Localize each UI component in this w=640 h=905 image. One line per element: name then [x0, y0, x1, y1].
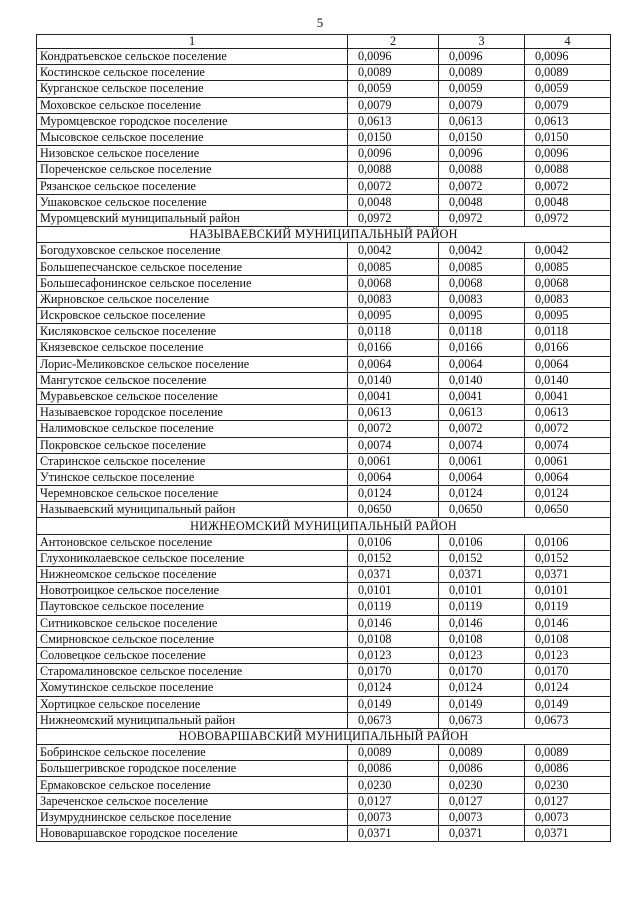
table-row — [37, 534, 611, 550]
settlement-name: Моховское сельское поселение — [37, 97, 348, 113]
value-col-3: 0,0613 — [439, 113, 525, 129]
value-col-2: 0,0650 — [348, 502, 439, 518]
settlement-name: Богодуховское сельское поселение — [37, 243, 348, 259]
value-col-2: 0,0064 — [348, 469, 439, 485]
value-col-4: 0,0166 — [525, 340, 611, 356]
value-col-4: 0,0152 — [525, 550, 611, 566]
value-col-3: 0,0048 — [439, 194, 525, 210]
settlement-name: Жирновское сельское поселение — [37, 291, 348, 307]
value-col-4: 0,0119 — [525, 599, 611, 615]
value-col-4: 0,0074 — [525, 437, 611, 453]
table-row — [37, 809, 611, 825]
settlement-name: Большесафонинское сельское поселение — [37, 275, 348, 291]
value-col-3: 0,0166 — [439, 340, 525, 356]
settlement-name: Кондратьевское сельское поселение — [37, 49, 348, 65]
settlement-name: Ситниковское сельское поселение — [37, 615, 348, 631]
table-row — [37, 486, 611, 502]
settlement-name: Черемновское сельское поселение — [37, 486, 348, 502]
value-col-3: 0,0124 — [439, 486, 525, 502]
table-row — [37, 437, 611, 453]
section-title: НАЗЫВАЕВСКИЙ МУНИЦИПАЛЬНЫЙ РАЙОН — [37, 227, 611, 243]
value-col-3: 0,0086 — [439, 761, 525, 777]
value-col-4: 0,0170 — [525, 664, 611, 680]
value-col-3: 0,0127 — [439, 793, 525, 809]
value-col-3: 0,0149 — [439, 696, 525, 712]
section-row — [37, 518, 611, 534]
header-col-1: 1 — [37, 35, 348, 49]
value-col-4: 0,0073 — [525, 809, 611, 825]
value-col-4: 0,0371 — [525, 826, 611, 842]
value-col-4: 0,0101 — [525, 583, 611, 599]
value-col-2: 0,0150 — [348, 129, 439, 145]
settlement-name: Муромцевское городское поселение — [37, 113, 348, 129]
value-col-2: 0,0095 — [348, 308, 439, 324]
value-col-2: 0,0149 — [348, 696, 439, 712]
value-col-4: 0,0150 — [525, 129, 611, 145]
settlement-name: Ермаковское сельское поселение — [37, 777, 348, 793]
settlement-name: Антоновское сельское поселение — [37, 534, 348, 550]
settlement-name: Утинское сельское поселение — [37, 469, 348, 485]
value-col-4: 0,0079 — [525, 97, 611, 113]
settlement-name: Князевское сельское поселение — [37, 340, 348, 356]
table-row — [37, 567, 611, 583]
value-col-4: 0,0146 — [525, 615, 611, 631]
table-row — [37, 275, 611, 291]
settlement-name: Нижнеомское сельское поселение — [37, 567, 348, 583]
table-row — [37, 65, 611, 81]
table-row — [37, 599, 611, 615]
settlement-name: Курганское сельское поселение — [37, 81, 348, 97]
value-col-4: 0,0096 — [525, 146, 611, 162]
value-col-3: 0,0089 — [439, 65, 525, 81]
settlement-name: Смирновское сельское поселение — [37, 631, 348, 647]
table-row — [37, 372, 611, 388]
settlement-name: Большегривское городское поселение — [37, 761, 348, 777]
value-col-2: 0,0108 — [348, 631, 439, 647]
value-col-2: 0,0079 — [348, 97, 439, 113]
table-row — [37, 308, 611, 324]
value-col-4: 0,0088 — [525, 162, 611, 178]
table-row — [37, 777, 611, 793]
value-col-2: 0,0072 — [348, 421, 439, 437]
value-col-2: 0,0371 — [348, 567, 439, 583]
value-col-4: 0,0089 — [525, 745, 611, 761]
value-col-3: 0,0673 — [439, 712, 525, 728]
settlement-name: Костинское сельское поселение — [37, 65, 348, 81]
value-col-4: 0,0108 — [525, 631, 611, 647]
value-col-4: 0,0095 — [525, 308, 611, 324]
value-col-2: 0,0064 — [348, 356, 439, 372]
value-col-2: 0,0140 — [348, 372, 439, 388]
value-col-2: 0,0089 — [348, 65, 439, 81]
value-col-3: 0,0972 — [439, 210, 525, 226]
value-col-4: 0,0068 — [525, 275, 611, 291]
value-col-2: 0,0086 — [348, 761, 439, 777]
settlement-name: Называевское городское поселение — [37, 405, 348, 421]
value-col-2: 0,0230 — [348, 777, 439, 793]
header-col-4: 4 — [525, 35, 611, 49]
value-col-3: 0,0152 — [439, 550, 525, 566]
table-row — [37, 647, 611, 663]
value-col-2: 0,0118 — [348, 324, 439, 340]
table-row — [37, 405, 611, 421]
value-col-2: 0,0088 — [348, 162, 439, 178]
table-row — [37, 664, 611, 680]
data-table — [36, 34, 611, 842]
settlement-name: Паутовское сельское поселение — [37, 599, 348, 615]
table-row — [37, 146, 611, 162]
table-row — [37, 259, 611, 275]
value-col-4: 0,0118 — [525, 324, 611, 340]
value-col-3: 0,0371 — [439, 567, 525, 583]
value-col-3: 0,0170 — [439, 664, 525, 680]
value-col-3: 0,0088 — [439, 162, 525, 178]
table-row — [37, 583, 611, 599]
value-col-3: 0,0068 — [439, 275, 525, 291]
value-col-3: 0,0064 — [439, 356, 525, 372]
value-col-3: 0,0108 — [439, 631, 525, 647]
value-col-2: 0,0072 — [348, 178, 439, 194]
value-col-3: 0,0371 — [439, 826, 525, 842]
settlement-name: Ушаковское сельское поселение — [37, 194, 348, 210]
value-col-2: 0,0059 — [348, 81, 439, 97]
value-col-4: 0,0059 — [525, 81, 611, 97]
header-col-2: 2 — [348, 35, 439, 49]
settlement-name: Хортицкое сельское поселение — [37, 696, 348, 712]
table-row — [37, 113, 611, 129]
value-col-3: 0,0085 — [439, 259, 525, 275]
value-col-4: 0,0083 — [525, 291, 611, 307]
value-col-4: 0,0042 — [525, 243, 611, 259]
value-col-2: 0,0068 — [348, 275, 439, 291]
value-col-4: 0,0072 — [525, 421, 611, 437]
section-title: НОВОВАРШАВСКИЙ МУНИЦИПАЛЬНЫЙ РАЙОН — [37, 728, 611, 744]
value-col-3: 0,0059 — [439, 81, 525, 97]
settlement-name: Соловецкое сельское поселение — [37, 647, 348, 663]
table-row — [37, 712, 611, 728]
table-row — [37, 243, 611, 259]
section-title: НИЖНЕОМСКИЙ МУНИЦИПАЛЬНЫЙ РАЙОН — [37, 518, 611, 534]
section-row — [37, 728, 611, 744]
value-col-3: 0,0083 — [439, 291, 525, 307]
table-row — [37, 340, 611, 356]
value-col-2: 0,0371 — [348, 826, 439, 842]
value-col-3: 0,0095 — [439, 308, 525, 324]
value-col-3: 0,0146 — [439, 615, 525, 631]
settlement-name: Зареченское сельское поселение — [37, 793, 348, 809]
settlement-name: Мангутское сельское поселение — [37, 372, 348, 388]
settlement-name: Кисляковское сельское поселение — [37, 324, 348, 340]
table-row — [37, 502, 611, 518]
value-col-3: 0,0118 — [439, 324, 525, 340]
value-col-4: 0,0127 — [525, 793, 611, 809]
value-col-3: 0,0073 — [439, 809, 525, 825]
table-row — [37, 97, 611, 113]
value-col-3: 0,0140 — [439, 372, 525, 388]
value-col-4: 0,0371 — [525, 567, 611, 583]
value-col-3: 0,0106 — [439, 534, 525, 550]
value-col-2: 0,0124 — [348, 486, 439, 502]
table-row — [37, 793, 611, 809]
value-col-2: 0,0124 — [348, 680, 439, 696]
settlement-name: Мысовское сельское поселение — [37, 129, 348, 145]
settlement-name: Бобринское сельское поселение — [37, 745, 348, 761]
value-col-2: 0,0073 — [348, 809, 439, 825]
value-col-4: 0,0086 — [525, 761, 611, 777]
value-col-2: 0,0119 — [348, 599, 439, 615]
value-col-4: 0,0613 — [525, 113, 611, 129]
value-col-3: 0,0096 — [439, 146, 525, 162]
value-col-3: 0,0150 — [439, 129, 525, 145]
settlement-name: Низовское сельское поселение — [37, 146, 348, 162]
value-col-4: 0,0041 — [525, 388, 611, 404]
value-col-4: 0,0123 — [525, 647, 611, 663]
settlement-name: Называевский муниципальный район — [37, 502, 348, 518]
value-col-4: 0,0085 — [525, 259, 611, 275]
settlement-name: Пореченское сельское поселение — [37, 162, 348, 178]
value-col-2: 0,0152 — [348, 550, 439, 566]
value-col-2: 0,0061 — [348, 453, 439, 469]
value-col-4: 0,0972 — [525, 210, 611, 226]
value-col-2: 0,0101 — [348, 583, 439, 599]
value-col-2: 0,0041 — [348, 388, 439, 404]
value-col-2: 0,0972 — [348, 210, 439, 226]
value-col-3: 0,0650 — [439, 502, 525, 518]
settlement-name: Лорис-Меликовское сельское поселение — [37, 356, 348, 372]
value-col-3: 0,0074 — [439, 437, 525, 453]
settlement-name: Налимовское сельское поселение — [37, 421, 348, 437]
value-col-3: 0,0101 — [439, 583, 525, 599]
table-row — [37, 81, 611, 97]
value-col-3: 0,0096 — [439, 49, 525, 65]
table-row — [37, 49, 611, 65]
value-col-3: 0,0230 — [439, 777, 525, 793]
table-row — [37, 696, 611, 712]
value-col-4: 0,0613 — [525, 405, 611, 421]
value-col-2: 0,0613 — [348, 405, 439, 421]
value-col-2: 0,0106 — [348, 534, 439, 550]
table-row — [37, 291, 611, 307]
table-row — [37, 680, 611, 696]
value-col-4: 0,0673 — [525, 712, 611, 728]
value-col-2: 0,0083 — [348, 291, 439, 307]
value-col-4: 0,0149 — [525, 696, 611, 712]
value-col-4: 0,0140 — [525, 372, 611, 388]
table-row — [37, 421, 611, 437]
header-row — [37, 35, 611, 49]
settlement-name: Покровское сельское поселение — [37, 437, 348, 453]
table-row — [37, 631, 611, 647]
settlement-name: Глухониколаевское сельское поселение — [37, 550, 348, 566]
value-col-4: 0,0124 — [525, 680, 611, 696]
value-col-2: 0,0123 — [348, 647, 439, 663]
value-col-2: 0,0089 — [348, 745, 439, 761]
table-row — [37, 210, 611, 226]
settlement-name: Рязанское сельское поселение — [37, 178, 348, 194]
table-row — [37, 178, 611, 194]
value-col-3: 0,0061 — [439, 453, 525, 469]
value-col-4: 0,0106 — [525, 534, 611, 550]
table-row — [37, 194, 611, 210]
value-col-3: 0,0072 — [439, 178, 525, 194]
value-col-2: 0,0042 — [348, 243, 439, 259]
table-row — [37, 129, 611, 145]
settlement-name: Нижнеомский муниципальный район — [37, 712, 348, 728]
settlement-name: Муравьевское сельское поселение — [37, 388, 348, 404]
settlement-name: Изумруднинское сельское поселение — [37, 809, 348, 825]
table-row — [37, 388, 611, 404]
value-col-3: 0,0064 — [439, 469, 525, 485]
value-col-2: 0,0170 — [348, 664, 439, 680]
settlement-name: Хомутинское сельское поселение — [37, 680, 348, 696]
value-col-4: 0,0072 — [525, 178, 611, 194]
value-col-4: 0,0061 — [525, 453, 611, 469]
settlement-name: Искровское сельское поселение — [37, 308, 348, 324]
value-col-2: 0,0613 — [348, 113, 439, 129]
value-col-3: 0,0079 — [439, 97, 525, 113]
value-col-3: 0,0041 — [439, 388, 525, 404]
value-col-2: 0,0166 — [348, 340, 439, 356]
value-col-2: 0,0096 — [348, 49, 439, 65]
table-row — [37, 615, 611, 631]
table-body — [37, 49, 611, 842]
settlement-name: Старомалиновское сельское поселение — [37, 664, 348, 680]
value-col-4: 0,0048 — [525, 194, 611, 210]
value-col-2: 0,0085 — [348, 259, 439, 275]
value-col-4: 0,0650 — [525, 502, 611, 518]
value-col-4: 0,0064 — [525, 469, 611, 485]
value-col-4: 0,0089 — [525, 65, 611, 81]
page-number: 5 — [316, 15, 324, 30]
table-row — [37, 826, 611, 842]
settlement-name: Большепесчанское сельское поселение — [37, 259, 348, 275]
settlement-name: Старинское сельское поселение — [37, 453, 348, 469]
value-col-2: 0,0048 — [348, 194, 439, 210]
value-col-3: 0,0613 — [439, 405, 525, 421]
value-col-4: 0,0096 — [525, 49, 611, 65]
value-col-3: 0,0089 — [439, 745, 525, 761]
table-row — [37, 745, 611, 761]
table-row — [37, 469, 611, 485]
value-col-2: 0,0096 — [348, 146, 439, 162]
value-col-2: 0,0074 — [348, 437, 439, 453]
value-col-3: 0,0072 — [439, 421, 525, 437]
table-row — [37, 162, 611, 178]
settlement-name: Муромцевский муниципальный район — [37, 210, 348, 226]
table-row — [37, 453, 611, 469]
header-col-3: 3 — [439, 35, 525, 49]
value-col-3: 0,0123 — [439, 647, 525, 663]
value-col-2: 0,0673 — [348, 712, 439, 728]
value-col-4: 0,0230 — [525, 777, 611, 793]
value-col-3: 0,0042 — [439, 243, 525, 259]
table-row — [37, 356, 611, 372]
value-col-4: 0,0124 — [525, 486, 611, 502]
value-col-4: 0,0064 — [525, 356, 611, 372]
settlement-name: Нововаршавское городское поселение — [37, 826, 348, 842]
table-row — [37, 324, 611, 340]
value-col-3: 0,0124 — [439, 680, 525, 696]
value-col-2: 0,0127 — [348, 793, 439, 809]
value-col-2: 0,0146 — [348, 615, 439, 631]
settlement-name: Новотроицкое сельское поселение — [37, 583, 348, 599]
value-col-3: 0,0119 — [439, 599, 525, 615]
section-row — [37, 227, 611, 243]
table-row — [37, 550, 611, 566]
table-row — [37, 761, 611, 777]
